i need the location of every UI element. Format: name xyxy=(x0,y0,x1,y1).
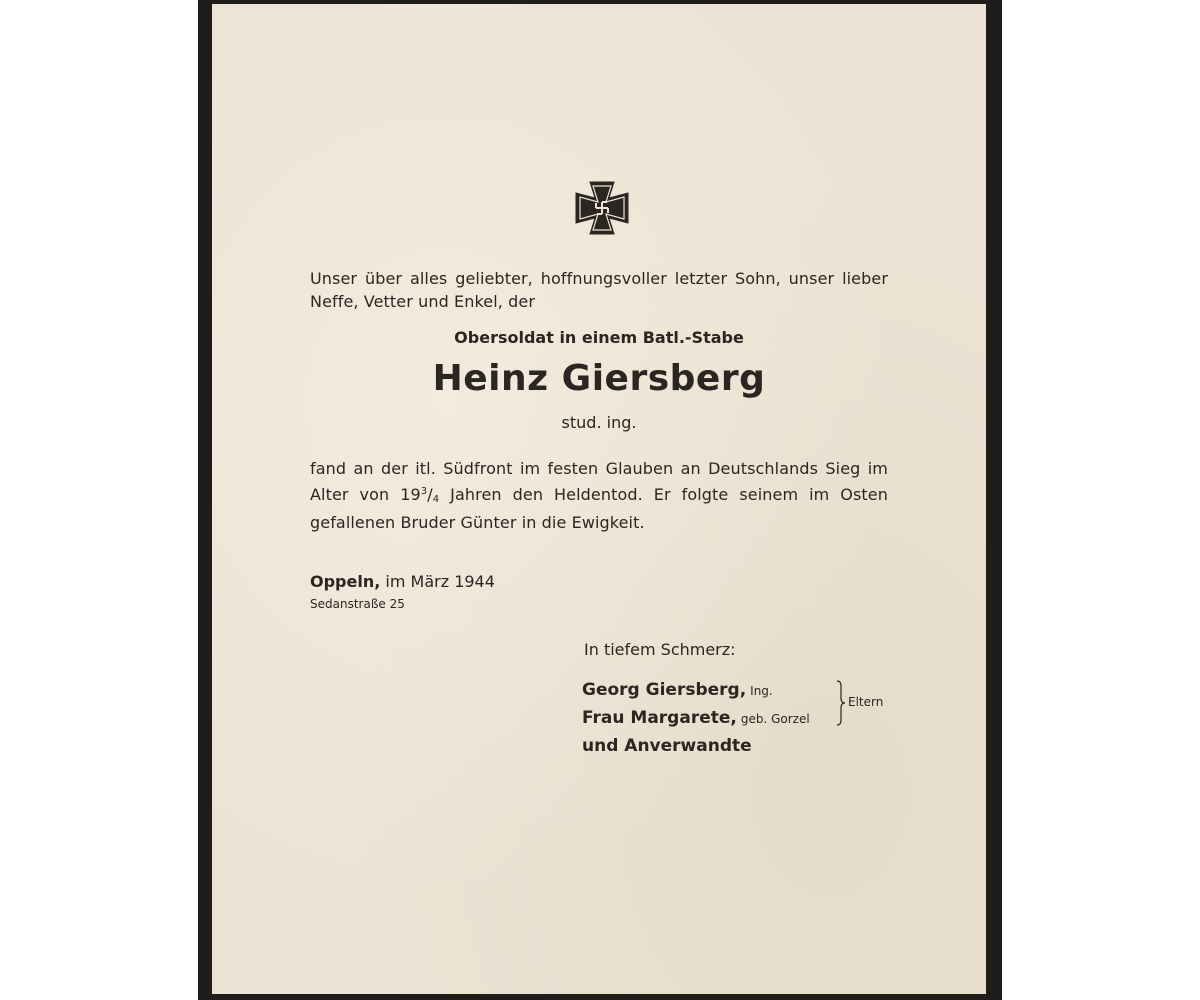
father-title: Ing. xyxy=(750,684,773,698)
iron-cross-icon xyxy=(574,180,630,236)
place-name: Oppeln, xyxy=(310,572,381,591)
body-line-1: fand an der itl. Südfront im festen Glauben an Deutschlands Sieg im xyxy=(310,459,888,478)
grief-heading: In tiefem Schmerz: xyxy=(584,640,736,659)
military-rank: Obersoldat in einem Batl.-Stabe xyxy=(454,328,744,347)
street-address: Sedanstraße 25 xyxy=(310,597,405,611)
body-line-3: gefallenen Bruder Günter in die Ewigkeit. xyxy=(310,513,645,532)
place-and-date xyxy=(310,572,495,591)
age-fraction-denominator: 4 xyxy=(432,494,440,505)
intro-line-2: Neffe, Vetter und Enkel, der xyxy=(310,292,536,311)
age-suffix: Jahren den Heldentod. Er folgte seinem im Osten xyxy=(439,485,888,504)
notice-date: im März 1944 xyxy=(380,572,495,591)
body-line-2 xyxy=(310,480,888,511)
father-name: Georg Giersberg, xyxy=(582,680,747,700)
intro-paragraph xyxy=(310,267,888,313)
signatory-father xyxy=(582,680,773,700)
parents-label: Eltern xyxy=(848,695,884,709)
intro-line-1: Unser über alles geliebter, hoffnungsvoller letzter Sohn, unser lieber xyxy=(310,269,888,288)
parents-brace-icon xyxy=(836,680,846,726)
body-paragraph xyxy=(310,457,888,534)
age-fraction-numerator: 3 xyxy=(420,486,428,497)
age-fraction-separator: / xyxy=(427,485,433,504)
signatory-mother xyxy=(582,708,810,728)
signatory-relatives: und Anverwandte xyxy=(582,736,752,756)
mother-name: Frau Margarete, xyxy=(582,708,737,728)
age-prefix: Alter von 19 xyxy=(310,485,421,504)
deceased-name: Heinz Giersberg xyxy=(432,358,766,399)
academic-title: stud. ing. xyxy=(561,413,637,432)
mother-maiden-name: geb. Gorzel xyxy=(740,712,810,726)
